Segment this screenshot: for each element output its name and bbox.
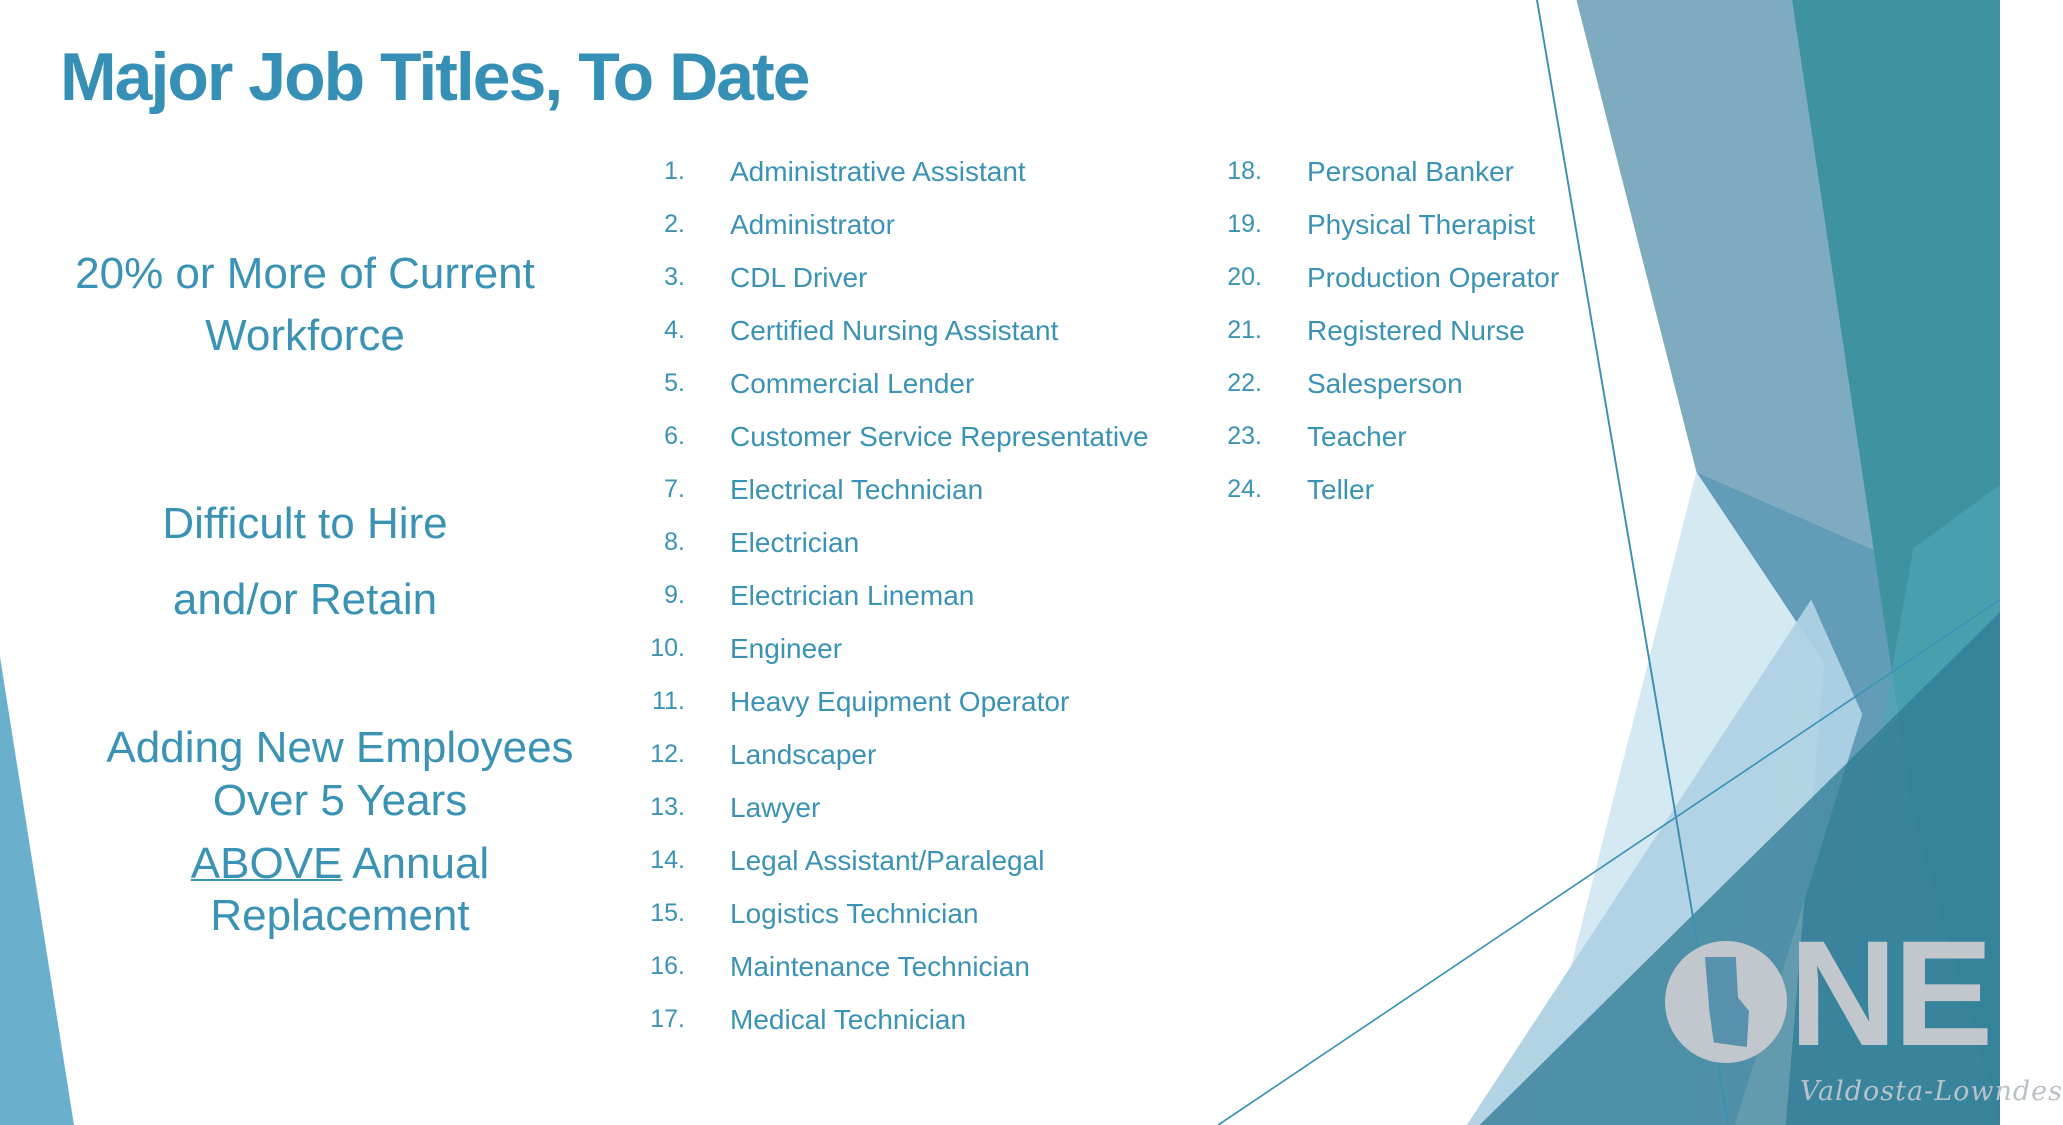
list-item-number: 5.: [664, 369, 685, 397]
logo-script: Valdosta-Lowndes: [1800, 1076, 2063, 1107]
list-item-label: Maintenance Technician: [730, 950, 1030, 982]
list-item: [623, 145, 1026, 198]
list-item-label: Heavy Equipment Operator: [730, 685, 1070, 717]
list-item-number: 11.: [652, 687, 685, 715]
list-item-label: Administrator: [730, 208, 895, 240]
list-item: [623, 463, 983, 516]
list-item-number: 16.: [650, 952, 685, 980]
list-item-number: 1.: [664, 157, 685, 185]
list-item: [1200, 145, 1514, 198]
list-item-number: 3.: [664, 263, 685, 291]
list-item: [623, 357, 974, 410]
list-item-number: 19.: [1227, 210, 1262, 238]
list-item-number: 2.: [664, 210, 685, 238]
list-item-label: Logistics Technician: [730, 897, 979, 929]
list-item-number: 7.: [664, 475, 685, 503]
list-item: [623, 569, 974, 622]
list-item-label: Administrative Assistant: [730, 155, 1026, 187]
list-item-number: 22.: [1227, 369, 1262, 397]
list-item: [623, 622, 842, 675]
list-item-number: 18.: [1227, 157, 1262, 185]
criterion-text: Over 5 Years: [212, 775, 468, 825]
list-item-label: Engineer: [730, 632, 843, 664]
left-accent-triangle: [0, 657, 74, 1125]
list-item-number: 9.: [664, 581, 685, 609]
list-item-label: CDL Driver: [730, 261, 868, 293]
list-item: [1200, 463, 1374, 516]
criterion-text: 20% or More of Current: [75, 249, 535, 298]
list-item: [623, 251, 867, 304]
georgia-o-icon: [1665, 941, 1787, 1063]
emphasis-underlined: ABOVE: [190, 838, 343, 888]
list-item: [623, 728, 876, 781]
list-item: [623, 304, 1058, 357]
criterion-growth: [70, 722, 610, 943]
list-item: [623, 675, 1069, 728]
list-item-number: 14.: [650, 846, 685, 874]
list-item: [623, 516, 859, 569]
list-item-label: Legal Assistant/Paralegal: [730, 844, 1045, 876]
criterion-text: Annual: [342, 838, 490, 888]
list-item: [623, 410, 1149, 463]
list-item-number: 10.: [650, 634, 685, 662]
list-item-label: Electrical Technician: [730, 473, 984, 505]
list-item-number: 24.: [1227, 475, 1262, 503]
logo-wordmark: NE: [1789, 909, 1990, 1077]
list-item-label: Commercial Lender: [730, 367, 975, 399]
one-valdosta-lowndes-logo: [1665, 909, 2063, 1120]
list-item-number: 15.: [650, 899, 685, 927]
list-item-number: 4.: [664, 316, 685, 344]
list-item: [623, 198, 895, 251]
criterion-text: and/or Retain: [172, 574, 438, 624]
criterion-workforce-share: [40, 248, 570, 362]
list-item: [623, 940, 1030, 993]
criterion-hard-to-hire: [40, 498, 570, 626]
list-item: [623, 887, 979, 940]
list-item-label: Teller: [1307, 473, 1374, 505]
list-item-number: 17.: [650, 1005, 685, 1033]
list-item-label: Customer Service Representative: [730, 420, 1149, 452]
list-item-number: 21.: [1227, 316, 1262, 344]
list-item-number: 8.: [664, 528, 685, 556]
page-title: Major Job Titles, To Date: [60, 39, 809, 115]
list-item-number: 12.: [650, 740, 685, 768]
list-item-label: Salesperson: [1307, 367, 1463, 399]
list-item-number: 20.: [1227, 263, 1262, 291]
list-item: [623, 781, 820, 834]
list-item-label: Production Operator: [1307, 261, 1560, 293]
list-item-label: Landscaper: [730, 738, 877, 770]
list-item-label: Teacher: [1307, 420, 1407, 452]
criterion-text: Difficult to Hire: [162, 499, 448, 548]
list-item-label: Registered Nurse: [1307, 314, 1525, 346]
list-item: [1200, 410, 1407, 463]
list-item-label: Electrician: [730, 526, 860, 558]
criterion-text: Adding New Employees: [106, 723, 574, 772]
list-item-label: Medical Technician: [730, 1003, 967, 1035]
list-item: [1200, 198, 1535, 251]
criterion-text: Workforce: [205, 310, 405, 360]
list-item-number: 13.: [650, 793, 685, 821]
list-item: [1200, 304, 1525, 357]
list-item-label: Electrician Lineman: [730, 579, 975, 611]
list-item: [623, 993, 966, 1046]
list-item: [1200, 357, 1463, 410]
list-item-label: Certified Nursing Assistant: [730, 314, 1059, 346]
list-item-label: Physical Therapist: [1307, 208, 1536, 240]
criterion-text: [70, 838, 610, 891]
criterion-text: Replacement: [210, 891, 470, 941]
list-item-number: 23.: [1227, 422, 1262, 450]
list-item-label: Lawyer: [730, 791, 821, 823]
list-item: [623, 834, 1044, 887]
list-item-number: 6.: [664, 422, 685, 450]
list-item: [1200, 251, 1559, 304]
list-item-label: Personal Banker: [1307, 155, 1515, 187]
